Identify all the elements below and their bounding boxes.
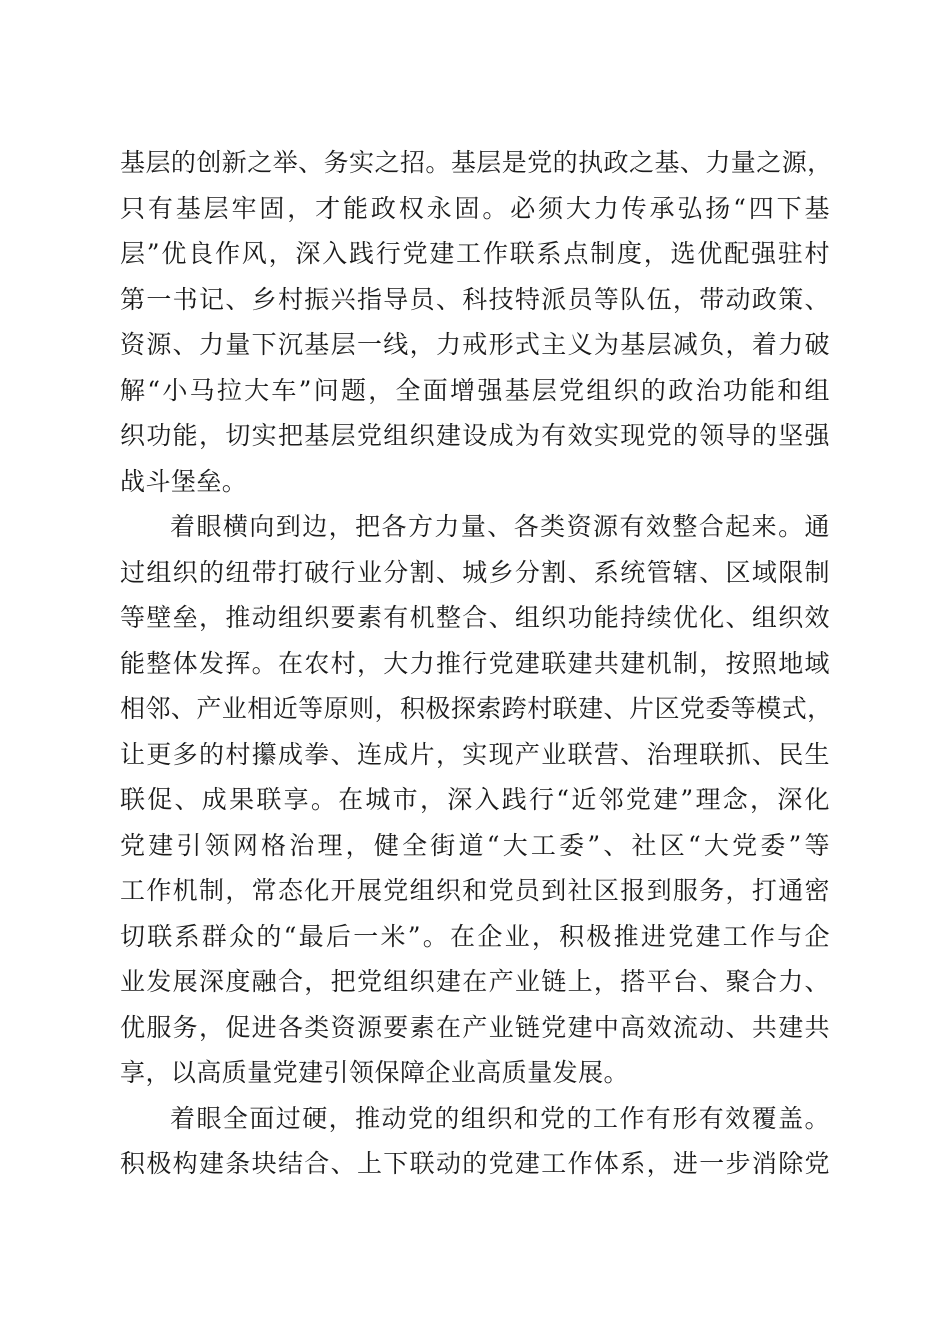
text-line: 优服务，促进各类资源要素在产业链党建中高效流动、共建共 xyxy=(120,1012,830,1042)
text-line: 基层的创新之举、务实之招。基层是党的执政之基、力量之源， xyxy=(120,148,833,177)
text-line: 联促、成果联享。在城市，深入践行“近邻党建”理念，深化 xyxy=(120,785,830,814)
text-line: 让更多的村攥成拳、连成片，实现产业联营、治理联抓、民生 xyxy=(120,739,830,769)
text-line: 等壁垒，推动组织要素有机整合、组织功能持续优化、组织效 xyxy=(120,603,830,632)
paragraph-1 xyxy=(120,140,833,504)
text-line: 层”优良作风，深入践行党建工作联系点制度，选优配强驻村 xyxy=(120,239,830,268)
text-line: 工作机制，常态化开展党组织和党员到社区报到服务，打通密 xyxy=(120,876,830,905)
text-line: 织功能，切实把基层党组织建设成为有效实现党的领导的坚强 xyxy=(120,421,830,450)
text-line: 过组织的纽带打破行业分割、城乡分割、系统管辖、区域限制 xyxy=(120,557,830,587)
text-line: 着眼全面过硬，推动党的组织和党的工作有形有效覆盖。 xyxy=(170,1103,830,1133)
paragraph-3 xyxy=(120,1096,830,1187)
text-line: 只有基层牢固，才能政权永固。必须大力传承弘扬“四下基 xyxy=(120,193,830,223)
text-line: 业发展深度融合，把党组织建在产业链上，搭平台、聚合力、 xyxy=(120,967,830,996)
body-text xyxy=(120,140,833,1187)
text-line: 享，以高质量党建引领保障企业高质量发展。 xyxy=(120,1058,630,1087)
paragraph-2 xyxy=(120,504,833,1096)
text-line: 能整体发挥。在农村，大力推行党建联建共建机制，按照地域 xyxy=(120,648,830,678)
text-line: 积极构建条块结合、上下联动的党建工作体系，进一步消除党 xyxy=(120,1149,830,1178)
text-line: 战斗堡垒。 xyxy=(120,466,248,496)
text-line: 相邻、产业相近等原则，积极探索跨村联建、片区党委等模式， xyxy=(120,694,833,723)
text-line: 着眼横向到边，把各方力量、各类资源有效整合起来。通 xyxy=(170,512,830,541)
text-line: 党建引领网格治理，健全街道“大工委”、社区“大党委”等 xyxy=(120,830,830,860)
text-line: 解“小马拉大车”问题，全面增强基层党组织的政治功能和组 xyxy=(120,375,830,405)
text-line: 切联系群众的“最后一米”。在企业，积极推进党建工作与企 xyxy=(120,921,830,951)
text-line: 资源、力量下沉基层一线，力戒形式主义为基层减负，着力破 xyxy=(120,330,830,359)
text-line: 第一书记、乡村振兴指导员、科技特派员等队伍，带动政策、 xyxy=(120,284,830,314)
